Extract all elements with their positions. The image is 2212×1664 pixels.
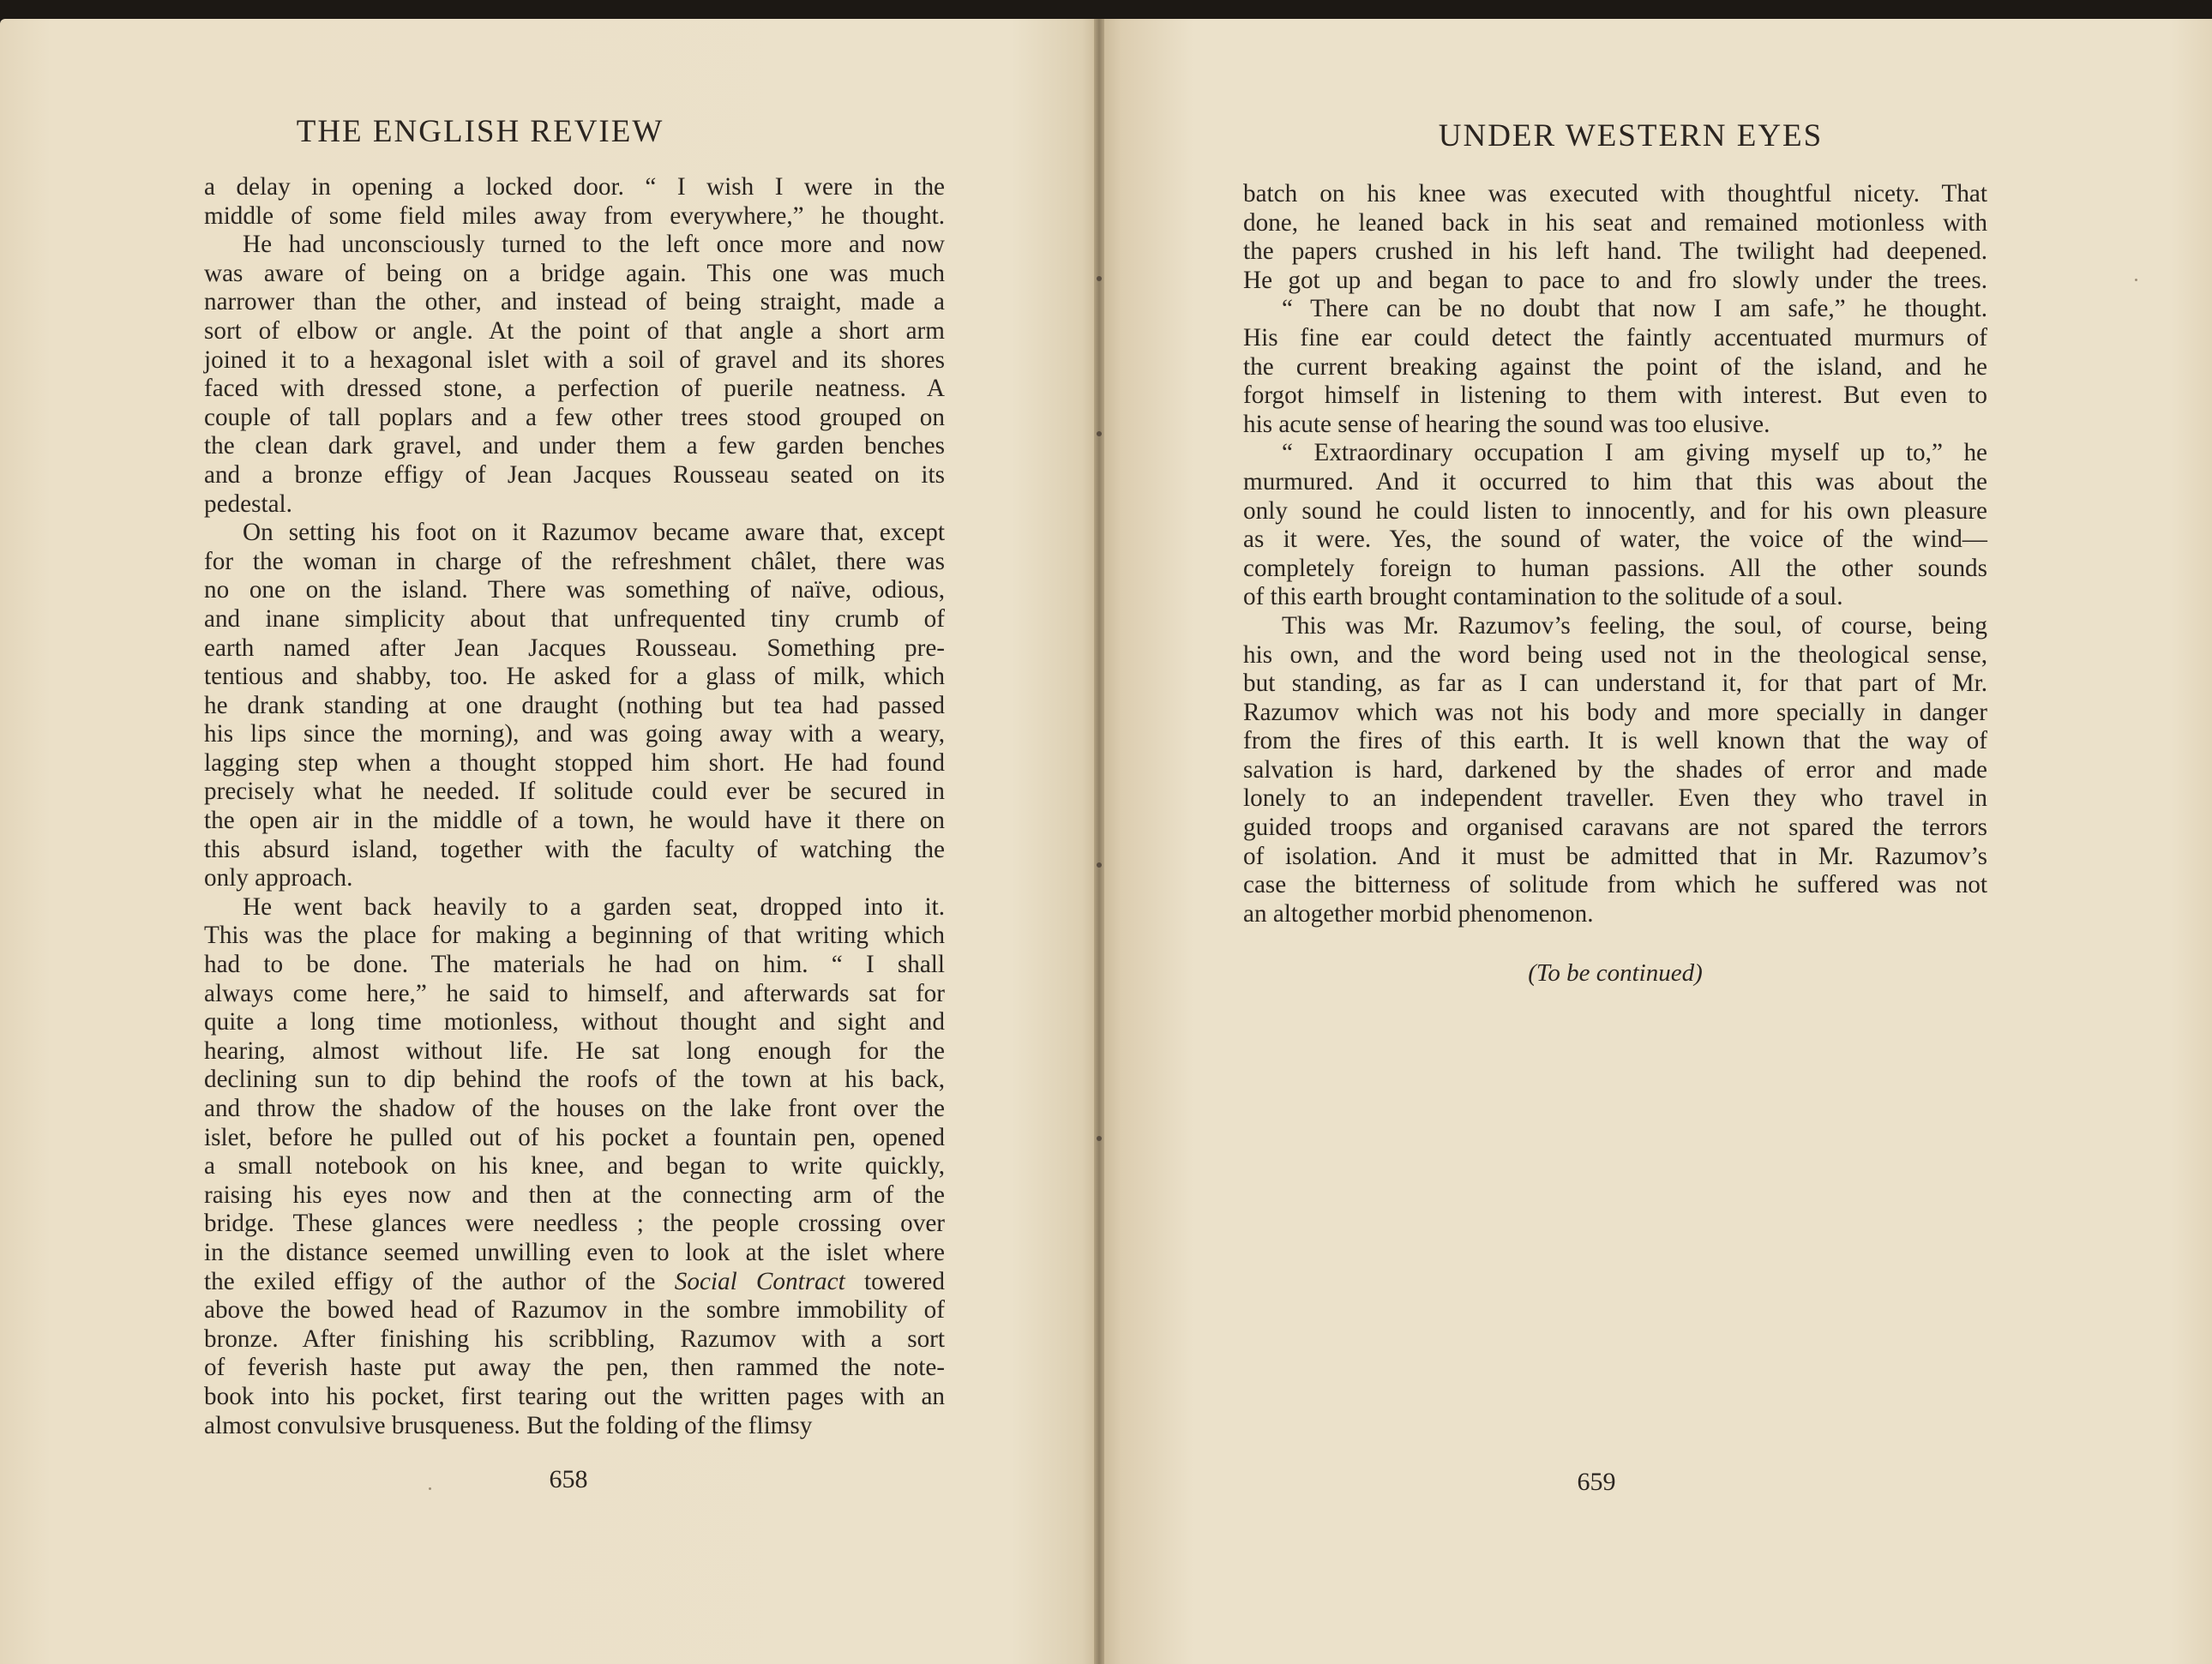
text-line: only sound he could listen to innocently, and for his own pleasure	[1243, 496, 1987, 525]
text-line: He got up and began to pace to and fro slowly under the trees.	[1243, 266, 1987, 294]
text-line: faced with dressed stone, a perfection of puerile neatness. A	[204, 375, 945, 403]
binding-stitch	[1097, 1136, 1102, 1141]
text-line: had to be done. The materials he had on him. “ I shall	[204, 951, 945, 979]
text-line: book into his pocket, first tearing out the written pages with an	[204, 1382, 945, 1410]
text-line: in the distance seemed unwilling even to look at the islet where	[204, 1238, 945, 1266]
text-line: tentious and shabby, too. He asked for a glass of milk, which	[204, 663, 945, 691]
folio-left: 658	[549, 1465, 588, 1493]
text-line: his lips since the morning), and was going away with a weary,	[204, 720, 945, 748]
text-line: bronze. After finishing his scribbling, Razumov with a sort	[204, 1325, 945, 1353]
text-line	[204, 1268, 945, 1297]
text-line: guided troops and organised caravans are not spared the terrors	[1243, 814, 1987, 842]
text-line: of feverish haste put away the pen, then rammed the note-	[204, 1354, 945, 1382]
text-line: and inane simplicity about that unfrequented tiny crumb of	[204, 604, 945, 633]
book-gutter	[1094, 19, 1104, 1664]
text-line: of isolation. And it must be admitted that in Mr. Razumov’s	[1243, 842, 1987, 870]
text-line: couple of tall poplars and a few other trees stood grouped on	[204, 403, 945, 431]
text-line: salvation is hard, darkened by the shades of error and made	[1243, 755, 1987, 784]
text-line: He had unconsciously turned to the left once more and now	[243, 231, 945, 259]
text-line: done, he leaned back in his seat and remained motionless with	[1243, 208, 1987, 237]
right-page	[1099, 19, 2212, 1664]
binding-stitch	[1097, 431, 1102, 436]
text-line: bridge. These glances were needless ; the people crossing over	[204, 1210, 945, 1238]
text-line: but standing, as far as I can understand it, for that part of Mr.	[1243, 670, 1987, 698]
running-head-left: THE ENGLISH REVIEW	[296, 114, 664, 149]
text-line: This was the place for making a beginning of that writing which	[204, 922, 945, 950]
text-line: This was Mr. Razumov’s feeling, the soul, of course, being	[1282, 611, 1987, 640]
text-line: pedestal.	[204, 490, 292, 518]
text-line: quite a long time motionless, without thought and sight and	[204, 1008, 945, 1036]
text-line: an altogether morbid phenomenon.	[1243, 899, 1594, 928]
text-line: “ Extraordinary occupation I am giving myself up to,” he	[1282, 439, 1987, 467]
text-line: was aware of being on a bridge again. This one was much	[204, 259, 945, 287]
text-line: lagging step when a thought stopped him short. He had found	[204, 748, 945, 777]
text-line: and throw the shadow of the houses on the lake front over the	[204, 1095, 945, 1122]
text-line: case the bitterness of solitude from which he suffered was not	[1243, 871, 1987, 899]
text-line: no one on the island. There was something of naïve, odious,	[204, 576, 945, 604]
running-head-right: UNDER WESTERN EYES	[1438, 118, 1824, 153]
text-line: islet, before he pulled out of his pocket a fountain pen, opened	[204, 1123, 945, 1151]
folio-right: 659	[1577, 1468, 1616, 1496]
text-line: murmured. And it occurred to him that this was about the	[1243, 467, 1987, 496]
binding-stitch	[1097, 862, 1102, 868]
text-line: His fine ear could detect the faintly accentuated murmurs of	[1243, 323, 1987, 351]
italic-title: Social Contract	[674, 1267, 845, 1295]
text-line: earth named after Jean Jacques Rousseau. Something pre-	[204, 634, 945, 662]
paper-speck	[2135, 279, 2137, 281]
text-line: lonely to an independent traveller. Even they who travel in	[1243, 784, 1987, 813]
text-line: He went back heavily to a garden seat, dropped into it.	[243, 892, 945, 921]
text-line: narrower than the other, and instead of being straight, made a	[204, 288, 945, 316]
text-line: forgot himself in listening to them with interest. But even to	[1243, 381, 1987, 410]
text-line: “ There can be no doubt that now I am safe,” he thought.	[1282, 295, 1987, 323]
text-line: sort of elbow or angle. At the point of that angle a short arm	[204, 316, 945, 345]
left-page-text	[204, 173, 945, 1440]
text-line: always come here,” he said to himself, and afterwards sat for	[204, 979, 945, 1007]
text-line: from the fires of this earth. It is well known that the way of	[1243, 727, 1987, 755]
text-line: On setting his foot on it Razumov became aware that, except	[243, 519, 945, 547]
to-be-continued: (To be continued)	[1528, 959, 1703, 987]
text-line: and a bronze effigy of Jean Jacques Rousseau seated on its	[204, 460, 945, 489]
text-line: only approach.	[204, 864, 353, 892]
text-line: his own, and the word being used not in the theological sense,	[1243, 640, 1987, 669]
binding-stitch	[1097, 276, 1102, 281]
text-line: the papers crushed in his left hand. The twilight had deepened.	[1243, 237, 1987, 266]
text-line: precisely what he needed. If solitude could ever be secured in	[204, 778, 945, 806]
text-line: the current breaking against the point of the island, and he	[1243, 352, 1987, 381]
text-line: joined it to a hexagonal islet with a soil of gravel and its shores	[204, 345, 945, 374]
text-line: a small notebook on his knee, and began to write quickly,	[204, 1152, 945, 1180]
text-line: the clean dark gravel, and under them a few garden benches	[204, 432, 945, 460]
text-segment: the exiled effigy of the author of the	[204, 1267, 675, 1295]
text-line: almost convulsive brusqueness. But the folding of the flimsy	[204, 1411, 813, 1439]
text-line: a delay in opening a locked door. “ I wish I were in the	[204, 173, 945, 201]
text-line: Razumov which was not his body and more specially in danger	[1243, 698, 1987, 726]
right-page-text	[1243, 180, 1987, 928]
text-line: he drank standing at one draught (nothing but tea had passed	[204, 691, 945, 719]
text-line: raising his eyes now and then at the connecting arm of the	[204, 1180, 945, 1209]
text-line: batch on his knee was executed with thoughtful nicety. That	[1243, 180, 1987, 207]
text-line: as it were. Yes, the sound of water, the voice of the wind—	[1243, 526, 1987, 554]
text-line: declining sun to dip behind the roofs of the town at his back,	[204, 1066, 945, 1094]
text-line: middle of some field miles away from everywhere,” he thought.	[204, 201, 945, 230]
text-line: his acute sense of hearing the sound was too elusive.	[1243, 410, 1770, 438]
text-line: hearing, almost without life. He sat long enough for the	[204, 1036, 945, 1065]
left-page	[0, 19, 1099, 1664]
text-line: the open air in the middle of a town, he would have it there on	[204, 807, 945, 835]
text-line: completely foreign to human passions. All the other sounds	[1243, 554, 1987, 582]
text-line: this absurd island, together with the faculty of watching the	[204, 835, 945, 863]
text-line: of this earth brought contamination to the solitude of a soul.	[1243, 583, 1843, 611]
text-line: above the bowed head of Razumov in the sombre immobility of	[204, 1296, 945, 1325]
text-segment: towered	[845, 1267, 945, 1295]
text-line: for the woman in charge of the refreshment châlet, there was	[204, 547, 945, 575]
paper-speck	[429, 1487, 431, 1490]
